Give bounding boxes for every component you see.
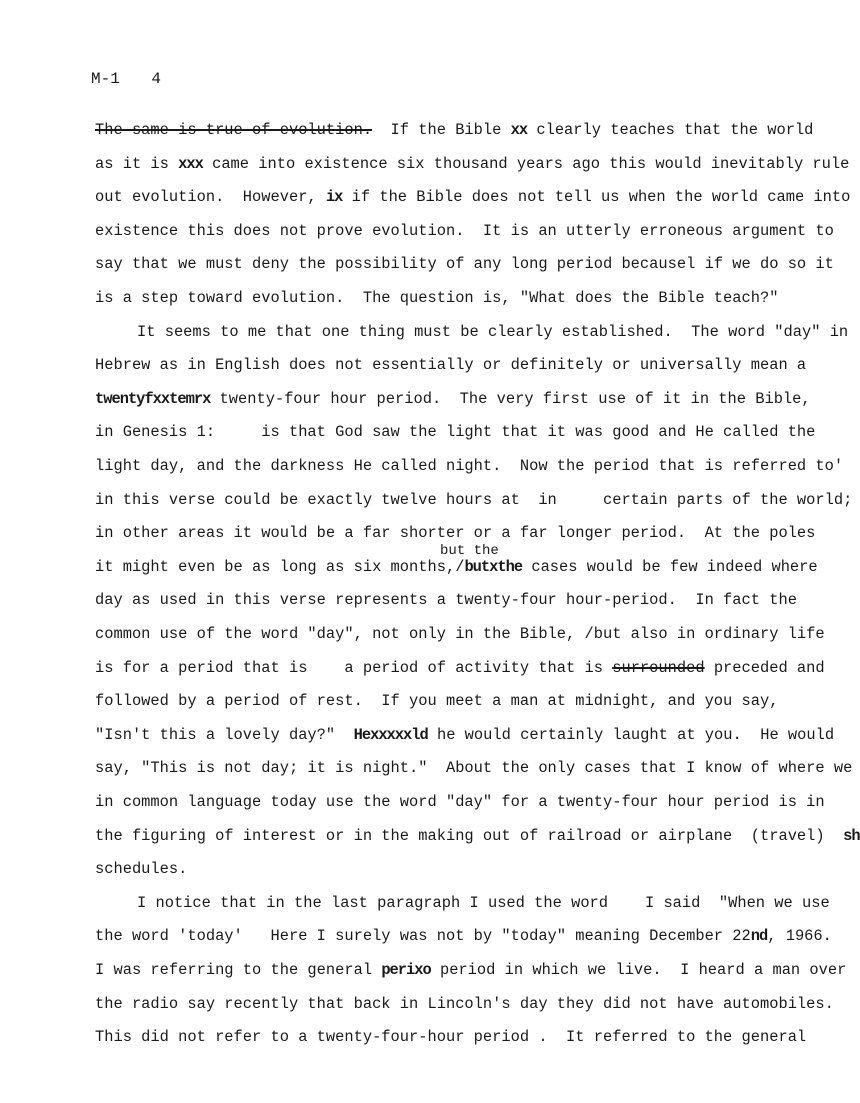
text-line (95, 994, 834, 1014)
text-segment: existence this does not prove evolution. It is an utterly erroneous argument to (95, 221, 834, 240)
text-line (95, 691, 815, 711)
text-line (95, 826, 860, 846)
text-line (95, 154, 850, 174)
text-segment: say, "This is not day; it is night." About the only cases that I know of where we (95, 759, 853, 778)
text-segment: common use of the word "day", not only in the Bible, /but also in ordinary life (95, 625, 825, 643)
text-line (95, 490, 853, 510)
text-segment: in common language today use the word "day" for a twenty-four hour period is in (95, 793, 825, 811)
text-segment: out evolution. However, (95, 188, 326, 207)
text-segment: the word 'today' Here I surely was not by "today" meaning December 22 (95, 927, 751, 946)
text-segment: came into existence six thousand years ago this would inevitably rule (202, 154, 850, 173)
text-line (95, 254, 834, 274)
text-segment: it might even be as long as six months,/ (95, 557, 465, 576)
typed-over-text: sh (843, 826, 860, 845)
typed-over-text: twentyfxxtemrx (95, 389, 211, 408)
text-segment: I notice that in the last paragraph I used the word I said "When we use (137, 893, 830, 912)
text-segment: say that we must deny the possibility of any long period becausel if we do so it (95, 255, 834, 274)
typed-over-text: butxthe (464, 557, 523, 576)
text-segment: I was referring to the general (95, 961, 382, 979)
text-segment: is a step toward evolution. The question is, "What does the Bible teach?" (95, 289, 779, 307)
text-segment: the figuring of interest or in the making out of railroad or airplane (travel) (95, 826, 844, 845)
text-line (95, 456, 844, 476)
text-segment: preceded and (704, 658, 825, 677)
text-line (95, 187, 851, 207)
text-segment: It seems to me that one thing must be clearly established. The word "day" in (137, 322, 849, 341)
text-line (95, 590, 815, 610)
text-segment: clearly teaches that the world (527, 121, 814, 139)
text-segment: period in which we live. I heard a man over (430, 961, 847, 979)
text-segment: , 1966. (767, 927, 832, 946)
text-segment: if the Bible does not tell us when the world came into (342, 188, 851, 207)
struck-text: surrounded (612, 658, 705, 677)
text-line (95, 523, 815, 543)
section-label: M-1 (91, 70, 120, 88)
text-segment: This did not refer to a twenty-four-hour period . It referred to the general (95, 1028, 807, 1047)
text-line (95, 557, 818, 577)
text-line (95, 1027, 815, 1047)
text-line (95, 389, 815, 409)
typed-over-text: perixo (381, 961, 431, 979)
text-line (95, 725, 835, 745)
text-line (137, 893, 830, 913)
interlinear-insert: but the (440, 543, 499, 559)
text-segment: as it is (95, 154, 179, 173)
typed-over-text: Hexxxxxld (353, 725, 428, 744)
text-line (95, 658, 825, 678)
text-segment: followed by a period of rest. If you meet a man at midnight, and you say, (95, 692, 779, 711)
text-segment: in Genesis 1: is that God saw the light that it was good and He called the (95, 423, 816, 442)
text-segment: in other areas it would be a far shorter or a far longer period. At the poles (95, 524, 816, 543)
text-line (95, 859, 815, 879)
page-header (91, 70, 183, 88)
text-line (95, 422, 815, 442)
text-line (95, 960, 847, 980)
typed-over-text: xx (510, 121, 528, 139)
text-line (95, 221, 834, 241)
text-line (95, 758, 853, 778)
page-number: 4 (151, 70, 162, 88)
text-segment: day as used in this verse represents a twenty-four hour-period. In fact the (95, 591, 797, 610)
text-line (137, 322, 849, 342)
text-segment: in this verse could be exactly twelve hours at in certain parts of the world; (95, 490, 853, 509)
text-line (95, 926, 832, 946)
text-line (95, 355, 815, 375)
text-segment: Hebrew as in English does not essentially or definitely or universally mean a (95, 356, 807, 375)
typed-over-text: nd (750, 927, 768, 946)
struck-text: The same is true of evolution. (95, 121, 373, 139)
text-line (95, 288, 815, 308)
text-line (95, 792, 825, 812)
text-segment: twenty-four hour period. The very first use of it in the Bible, (210, 389, 811, 408)
text-line (95, 120, 815, 140)
typed-over-text: xxx (178, 154, 203, 173)
text-segment: he would certainly laught at you. He would (427, 725, 835, 744)
text-segment: schedules. (95, 860, 188, 879)
text-segment: "Isn't this a lovely day?" (95, 725, 354, 744)
text-segment: the radio say recently that back in Lincoln's day they did not have automobiles. (95, 994, 834, 1013)
typed-over-text: ix (325, 188, 343, 207)
text-segment: If the Bible (372, 121, 511, 139)
text-segment: is for a period that is a period of activity that is (95, 658, 613, 677)
text-line (95, 624, 825, 644)
text-segment: light day, and the darkness He called night. Now the period that is referred to' (95, 457, 844, 475)
text-segment: cases would be few indeed where (522, 557, 818, 576)
